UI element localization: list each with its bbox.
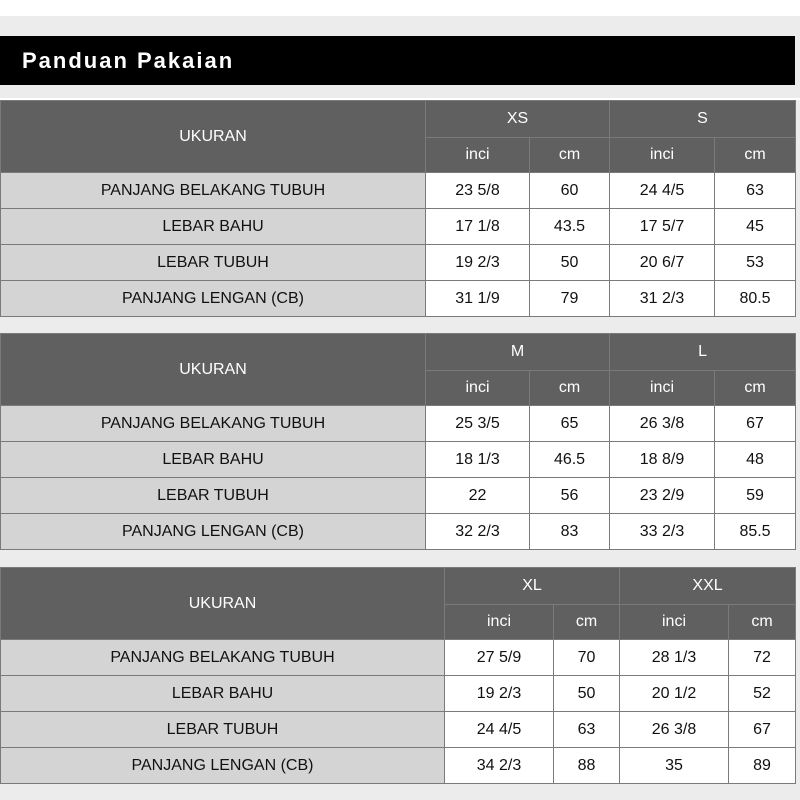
table-cell: 45 — [715, 209, 796, 245]
row-label: LEBAR BAHU — [1, 209, 426, 245]
table-cell: 63 — [715, 173, 796, 209]
table-cell: 70 — [554, 640, 620, 676]
table-cell: 52 — [729, 676, 796, 712]
size-header: L — [610, 334, 796, 371]
row-label: LEBAR BAHU — [1, 442, 426, 478]
size-table-xs-s — [0, 100, 796, 317]
table-row — [1, 406, 796, 442]
unit-header: inci — [426, 371, 530, 406]
table-cell: 59 — [715, 478, 796, 514]
table-cell: 48 — [715, 442, 796, 478]
row-label: LEBAR TUBUH — [1, 712, 445, 748]
table-cell: 31 1/9 — [426, 281, 530, 317]
unit-header: cm — [530, 371, 610, 406]
size-header: XS — [426, 101, 610, 138]
table-cell: 26 3/8 — [620, 712, 729, 748]
unit-header: cm — [554, 605, 620, 640]
ukuran-header: UKURAN — [1, 101, 426, 173]
ukuran-header: UKURAN — [1, 568, 445, 640]
table-row — [1, 281, 796, 317]
table-cell: 89 — [729, 748, 796, 784]
table-cell: 24 4/5 — [445, 712, 554, 748]
size-table-m-l — [0, 333, 796, 550]
table-cell: 33 2/3 — [610, 514, 715, 550]
table-cell: 23 2/9 — [610, 478, 715, 514]
table-cell: 25 3/5 — [426, 406, 530, 442]
table-cell: 18 1/3 — [426, 442, 530, 478]
table-cell: 79 — [530, 281, 610, 317]
table-cell: 63 — [554, 712, 620, 748]
table-cell: 50 — [554, 676, 620, 712]
unit-header: inci — [426, 138, 530, 173]
unit-header: inci — [610, 138, 715, 173]
table-cell: 85.5 — [715, 514, 796, 550]
row-label: PANJANG BELAKANG TUBUH — [1, 640, 445, 676]
top-strip — [0, 0, 800, 16]
row-label: PANJANG LENGAN (CB) — [1, 748, 445, 784]
unit-header: cm — [715, 371, 796, 406]
row-label: PANJANG BELAKANG TUBUH — [1, 406, 426, 442]
table-cell: 80.5 — [715, 281, 796, 317]
row-label: LEBAR TUBUH — [1, 478, 426, 514]
table-cell: 17 1/8 — [426, 209, 530, 245]
table-cell: 46.5 — [530, 442, 610, 478]
size-header: XL — [445, 568, 620, 605]
table-row — [1, 209, 796, 245]
table-cell: 32 2/3 — [426, 514, 530, 550]
ukuran-header: UKURAN — [1, 334, 426, 406]
table-cell: 20 6/7 — [610, 245, 715, 281]
unit-header: cm — [729, 605, 796, 640]
table-cell: 88 — [554, 748, 620, 784]
unit-header: inci — [620, 605, 729, 640]
table-cell: 72 — [729, 640, 796, 676]
unit-header: cm — [530, 138, 610, 173]
size-header: M — [426, 334, 610, 371]
table-cell: 22 — [426, 478, 530, 514]
table-cell: 31 2/3 — [610, 281, 715, 317]
table-cell: 26 3/8 — [610, 406, 715, 442]
table-cell: 50 — [530, 245, 610, 281]
table-cell: 35 — [620, 748, 729, 784]
size-table-xl-xxl — [0, 567, 796, 784]
unit-header: cm — [715, 138, 796, 173]
table-row — [1, 676, 796, 712]
table-cell: 28 1/3 — [620, 640, 729, 676]
unit-header: inci — [610, 371, 715, 406]
table-cell: 67 — [729, 712, 796, 748]
table-cell: 24 4/5 — [610, 173, 715, 209]
row-label: PANJANG LENGAN (CB) — [1, 514, 426, 550]
table-cell: 27 5/9 — [445, 640, 554, 676]
unit-header: inci — [445, 605, 554, 640]
size-header: S — [610, 101, 796, 138]
table-cell: 83 — [530, 514, 610, 550]
size-header: XXL — [620, 568, 796, 605]
row-label: PANJANG LENGAN (CB) — [1, 281, 426, 317]
table-row — [1, 514, 796, 550]
page-title: Panduan Pakaian — [0, 36, 795, 85]
row-label: LEBAR BAHU — [1, 676, 445, 712]
table-cell: 23 5/8 — [426, 173, 530, 209]
table-cell: 20 1/2 — [620, 676, 729, 712]
table-cell: 19 2/3 — [445, 676, 554, 712]
table-cell: 60 — [530, 173, 610, 209]
table-cell: 53 — [715, 245, 796, 281]
table-row — [1, 712, 796, 748]
table-row — [1, 640, 796, 676]
table-cell: 19 2/3 — [426, 245, 530, 281]
table-row — [1, 748, 796, 784]
table-cell: 67 — [715, 406, 796, 442]
table-cell: 34 2/3 — [445, 748, 554, 784]
table-row — [1, 245, 796, 281]
table-row — [1, 173, 796, 209]
table-cell: 18 8/9 — [610, 442, 715, 478]
table-cell: 65 — [530, 406, 610, 442]
table-cell: 56 — [530, 478, 610, 514]
row-label: LEBAR TUBUH — [1, 245, 426, 281]
table-row — [1, 442, 796, 478]
table-cell: 17 5/7 — [610, 209, 715, 245]
table-row — [1, 478, 796, 514]
table-cell: 43.5 — [530, 209, 610, 245]
row-label: PANJANG BELAKANG TUBUH — [1, 173, 426, 209]
